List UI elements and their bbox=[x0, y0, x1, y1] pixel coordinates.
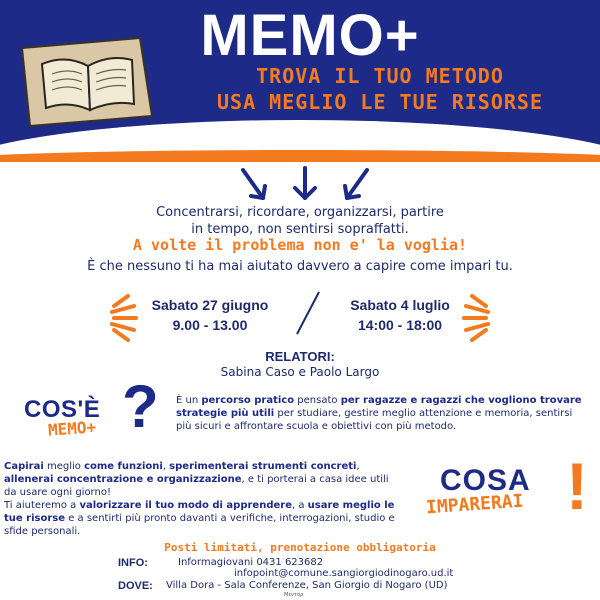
text-run: È un bbox=[176, 395, 202, 406]
text-run-bold: sperimenterai strumenti concreti bbox=[169, 461, 357, 472]
exclamation-mark-icon: ! bbox=[566, 449, 588, 523]
date-time: 9.00 - 13.00 bbox=[172, 317, 248, 333]
orange-stripe bbox=[0, 150, 600, 162]
text-run-bold: percorso pratico bbox=[201, 395, 295, 406]
learn-heading-2: IMPARERAI bbox=[425, 490, 525, 519]
tagline-1: TROVA IL TUO METODO bbox=[256, 64, 504, 88]
speakers-names: Sabina Caso e Paolo Largo bbox=[220, 365, 380, 379]
where-value: Villa Dora - Sala Conferenze, San Giorgio di Nogaro (UD) bbox=[166, 580, 448, 591]
tagline-2: USA MEGLIO LE TUE RISORSE bbox=[216, 90, 544, 114]
text-run: Ti aiuteremo a bbox=[4, 500, 80, 511]
small-print: Μένταρ bbox=[284, 592, 304, 598]
text-run: e a sentirti più pronto davanti a verifiche, interrogazioni, studio e sfide personali. bbox=[4, 513, 395, 537]
text-run-bold: allenerai concentrazione e organizzazione bbox=[4, 474, 242, 485]
what-is-brand: MEMO+ bbox=[47, 417, 97, 440]
text-run: , bbox=[162, 461, 170, 472]
info-label: INFO: bbox=[118, 557, 148, 569]
intro-line-3: È che nessuno ti ha mai aiutato davvero a capire come impari tu. bbox=[87, 259, 513, 274]
speakers-title: RELATORI: bbox=[265, 349, 335, 364]
date-day: Sabato 27 giugno bbox=[151, 297, 269, 313]
text-run: meglio bbox=[43, 461, 85, 472]
intro-line-1: Concentrarsi, ricordare, organizzarsi, partire bbox=[156, 205, 444, 220]
date-day: Sabato 4 luglio bbox=[350, 297, 450, 313]
text-run-bold: usare meglio le tue risorse bbox=[4, 500, 395, 524]
burst-left-icon bbox=[84, 288, 144, 348]
text-run-bold: come funzioni bbox=[84, 461, 163, 472]
date-block-2 bbox=[330, 297, 470, 333]
slash-divider bbox=[293, 290, 323, 336]
text-run: , e ti porterai a casa idee utili da usare ogni giorno! bbox=[4, 474, 389, 498]
date-block-1 bbox=[140, 297, 280, 333]
question-mark-icon: ? bbox=[122, 373, 159, 440]
text-run: , bbox=[356, 461, 360, 472]
burst-right-icon bbox=[456, 288, 516, 348]
text-run-bold: per ragazze e ragazzi che vogliono trovare strategie più utili bbox=[176, 395, 582, 419]
down-arrows-icon bbox=[235, 166, 375, 206]
intro-highlight: A volte il problema non e' la voglia! bbox=[132, 236, 468, 254]
learn-heading: COSA bbox=[440, 464, 531, 497]
info-phone: Informagiovani 0431 623682 bbox=[178, 557, 324, 568]
text-run: per studiare, gestire meglio attenzione e memoria, sentirsi più sicuri e affrontare scuola e obiettivi con più metodo. bbox=[176, 408, 573, 432]
what-is-heading: COS'È bbox=[24, 396, 101, 423]
what-is-description bbox=[176, 394, 586, 433]
age-question: SEI UN GIOVANE FRA I 14 E I 18 ANNI? bbox=[169, 124, 431, 140]
where-label: DOVE: bbox=[118, 580, 153, 592]
learn-description bbox=[4, 460, 404, 538]
page-title: MEMO+ bbox=[200, 3, 420, 68]
info-email-link[interactable]: infopoint@comune.sangiorgiodinogaro.ud.it bbox=[234, 568, 454, 579]
header-banner bbox=[0, 0, 600, 162]
date-time: 14:00 - 18:00 bbox=[357, 317, 443, 333]
text-run-bold: valorizzare il tuo modo di apprendere bbox=[79, 500, 292, 511]
text-run: pensato bbox=[294, 395, 341, 406]
intro-line-2: in tempo, non sentirsi sopraffatti. bbox=[191, 222, 409, 237]
text-run-bold: Capirai bbox=[4, 461, 44, 472]
text-run: , a bbox=[291, 500, 308, 511]
booking-notice: Posti limitati, prenotazione obbligatoria bbox=[164, 541, 436, 554]
